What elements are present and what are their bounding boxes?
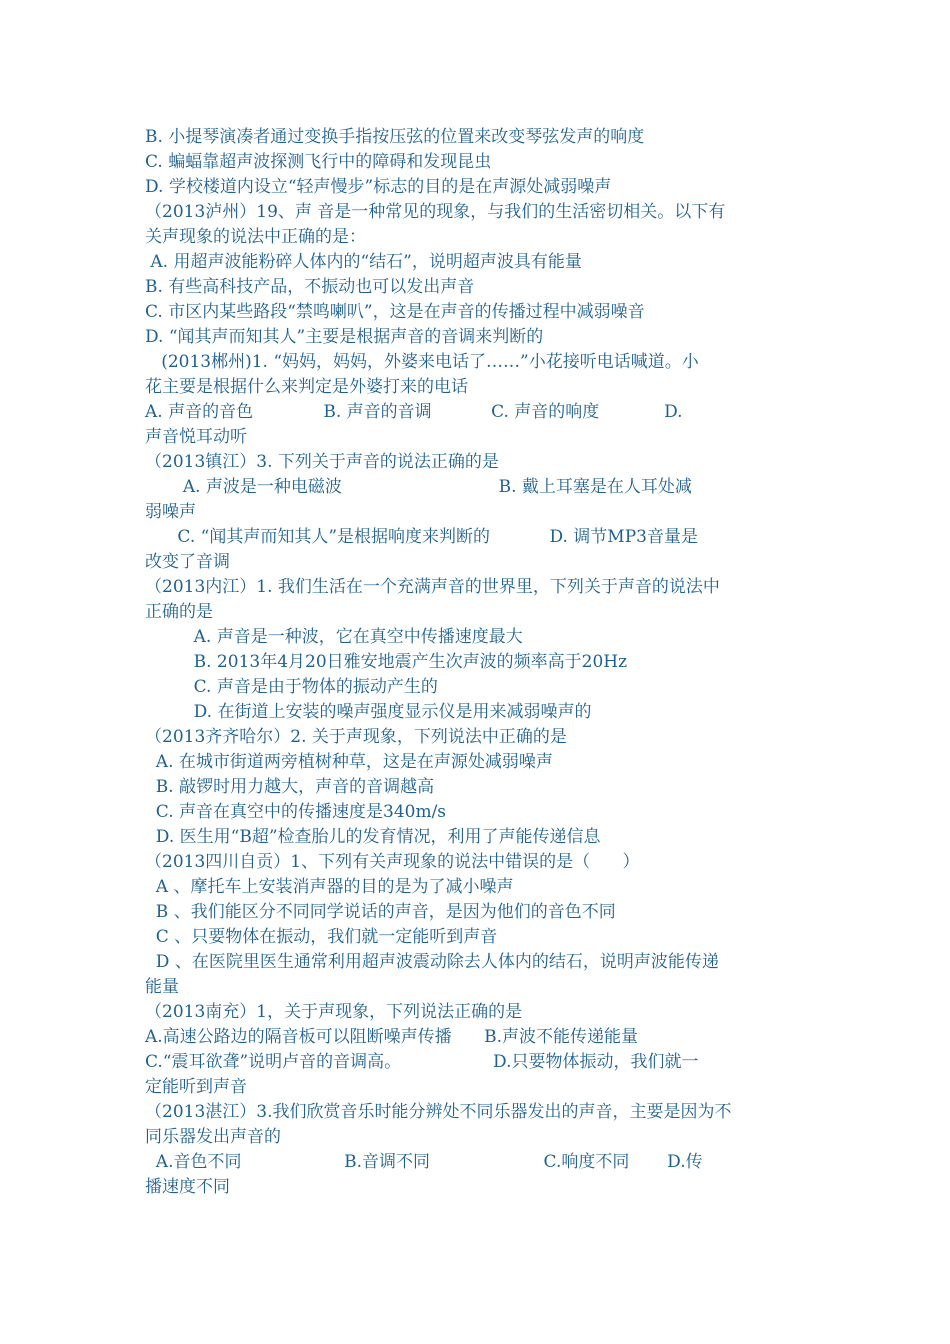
text-line: C 、只要物体在振动，我们就一定能听到声音 [145, 927, 498, 947]
text-line: 声音悦耳动听 [145, 427, 247, 447]
text-line: A.音色不同 B.音调不同 C.响度不同 D.传 [145, 1152, 703, 1172]
text-line: 关声现象的说法中正确的是： [145, 227, 366, 247]
text-line: 能量 [145, 977, 179, 997]
text-line: 弱噪声 [145, 502, 196, 522]
text-line: （2013湛江）3.我们欣赏音乐时能分辨处不同乐器发出的声音，主要是因为不 [145, 1102, 732, 1122]
text-line: 改变了音调 [145, 552, 230, 572]
text-line: B. 2013年4月20日雅安地震产生次声波的频率高于20Hz [145, 652, 628, 672]
text-line: A.高速公路边的隔音板可以阻断噪声传播 B.声波不能传递能量 [145, 1027, 638, 1047]
text-line: B. 小提琴演凑者通过变换手指按压弦的位置来改变琴弦发声的响度 [145, 127, 645, 147]
text-line: A. 用超声波能粉碎人体内的“结石”，说明超声波具有能量 [145, 252, 582, 272]
text-line: A. 声波是一种电磁波 B. 戴上耳塞是在人耳处减 [145, 477, 692, 497]
text-line: 播速度不同 [145, 1177, 230, 1197]
text-line: D. 在街道上安装的噪声强度显示仪是用来减弱噪声的 [145, 702, 592, 722]
text-line: （2013南充）1，关于声现象，下列说法正确的是 [145, 1002, 523, 1022]
text-line: C. 蝙蝠靠超声波探测飞行中的障碍和发现昆虫 [145, 152, 492, 172]
text-line: (2013郴州)1. “妈妈，妈妈，外婆来电话了……”小花接听电话喊道。小 [145, 352, 699, 372]
text-line: D. 学校楼道内设立“轻声慢步”标志的目的是在声源处减弱噪声 [145, 177, 612, 197]
text-line: A 、摩托车上安装消声器的目的是为了减小噪声 [145, 877, 514, 897]
text-line: 花主要是根据什么来判定是外婆打来的电话 [145, 377, 468, 397]
text-line: C. 市区内某些路段“禁鸣喇叭”，这是在声音的传播过程中减弱噪音 [145, 302, 645, 322]
text-line: 定能听到声音 [145, 1077, 247, 1097]
text-line: C. 声音是由于物体的振动产生的 [145, 677, 438, 697]
text-line: C. 声音在真空中的传播速度是340m/s [145, 802, 447, 822]
text-line: 正确的是 [145, 602, 213, 622]
text-line: B 、我们能区分不同同学说话的声音，是因为他们的音色不同 [145, 902, 616, 922]
text-line: D. “闻其声而知其人”主要是根据声音的音调来判断的 [145, 327, 544, 347]
text-line: （2013四川自贡）1、下列有关声现象的说法中错误的是（ ） [145, 852, 640, 872]
text-line: （2013齐齐哈尔）2. 关于声现象，下列说法中正确的是 [145, 727, 567, 747]
text-line: （2013内江）1. 我们生活在一个充满声音的世界里，下列关于声音的说法中 [145, 577, 720, 597]
text-line: A. 声音是一种波，它在真空中传播速度最大 [145, 627, 523, 647]
text-line: （2013泸州）19、声 音是一种常见的现象，与我们的生活密切相关。以下有 [145, 202, 726, 222]
text-line: B. 有些高科技产品，不振动也可以发出声音 [145, 277, 475, 297]
text-line: D 、在医院里医生通常利用超声波震动除去人体内的结石，说明声波能传递 [145, 952, 719, 972]
text-line: D. 医生用“B超”检查胎儿的发育情况，利用了声能传递信息 [145, 827, 601, 847]
text-line: C.“震耳欲聋”说明卢音的音调高。 D.只要物体振动，我们就一 [145, 1052, 699, 1072]
text-line: 同乐器发出声音的 [145, 1127, 281, 1147]
text-line: （2013镇江）3. 下列关于声音的说法正确的是 [145, 452, 499, 472]
text-line: C. “闻其声而知其人”是根据响度来判断的 D. 调节MP3音量是 [145, 527, 698, 547]
text-line: A. 声音的音色 B. 声音的音调 C. 声音的响度 D. [145, 402, 683, 422]
text-line: A. 在城市街道两旁植树种草，这是在声源处减弱噪声 [145, 752, 553, 772]
text-line: B. 敲锣时用力越大，声音的音调越高 [145, 777, 435, 797]
